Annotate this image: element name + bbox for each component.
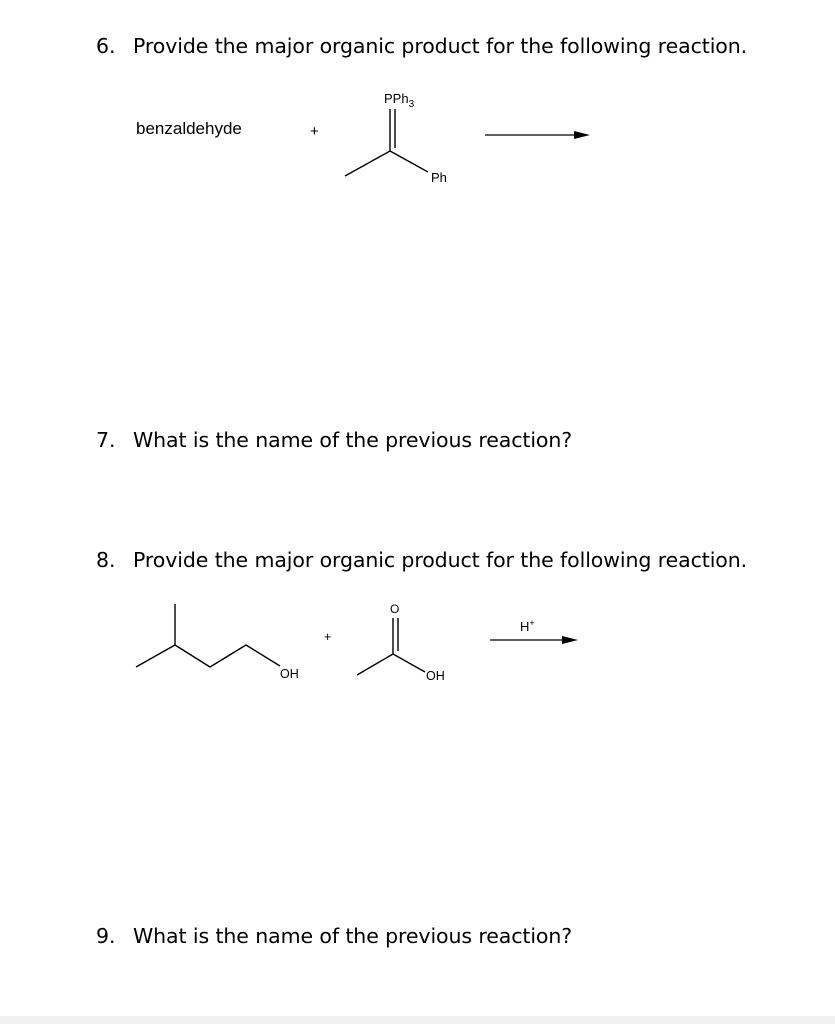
plus-sign: + xyxy=(310,123,319,140)
reaction-arrow-1 xyxy=(485,131,590,139)
carboxylic-acid-structure xyxy=(357,602,445,683)
question-9 xyxy=(96,924,572,948)
question-number: 6. xyxy=(96,34,116,58)
acid-oh-label: OH xyxy=(426,669,445,683)
acid-oh-bond xyxy=(393,654,425,672)
ylide-structure xyxy=(345,91,447,185)
question-text: What is the name of the previous reaction? xyxy=(133,924,573,948)
question-text: Provide the major organic product for the following reaction. xyxy=(133,34,748,58)
carbonyl-oxygen-label: O xyxy=(390,602,400,616)
phenyl-bond xyxy=(390,151,428,172)
alcohol-oh-label: OH xyxy=(280,667,299,681)
alcohol-chain xyxy=(136,645,280,667)
question-7 xyxy=(96,428,572,452)
ylide-pph3-label: PPh$_3$ xyxy=(384,91,415,110)
reaction-arrow-2 xyxy=(490,618,578,644)
methyl-bond xyxy=(345,151,390,176)
question-number: 9. xyxy=(96,924,116,948)
question-number: 7. xyxy=(96,428,116,452)
reactant-benzaldehyde-label: benzaldehyde xyxy=(136,119,242,138)
reaction-scheme-1 xyxy=(0,0,835,240)
question-number: 8. xyxy=(96,548,116,572)
plus-sign: + xyxy=(324,630,332,644)
acid-methyl-bond xyxy=(357,654,393,675)
arrowhead xyxy=(574,131,590,139)
arrowhead xyxy=(562,636,578,644)
question-text: Provide the major organic product for the following reaction. xyxy=(133,548,748,572)
reaction-scheme-2 xyxy=(0,580,835,700)
question-8 xyxy=(96,548,747,572)
question-text: What is the name of the previous reaction? xyxy=(133,428,573,452)
ylide-phenyl-label: Ph xyxy=(431,170,447,185)
alcohol-structure xyxy=(136,604,299,681)
acid-catalyst-label: H+ xyxy=(520,618,535,634)
page-bottom-edge xyxy=(0,1016,835,1024)
